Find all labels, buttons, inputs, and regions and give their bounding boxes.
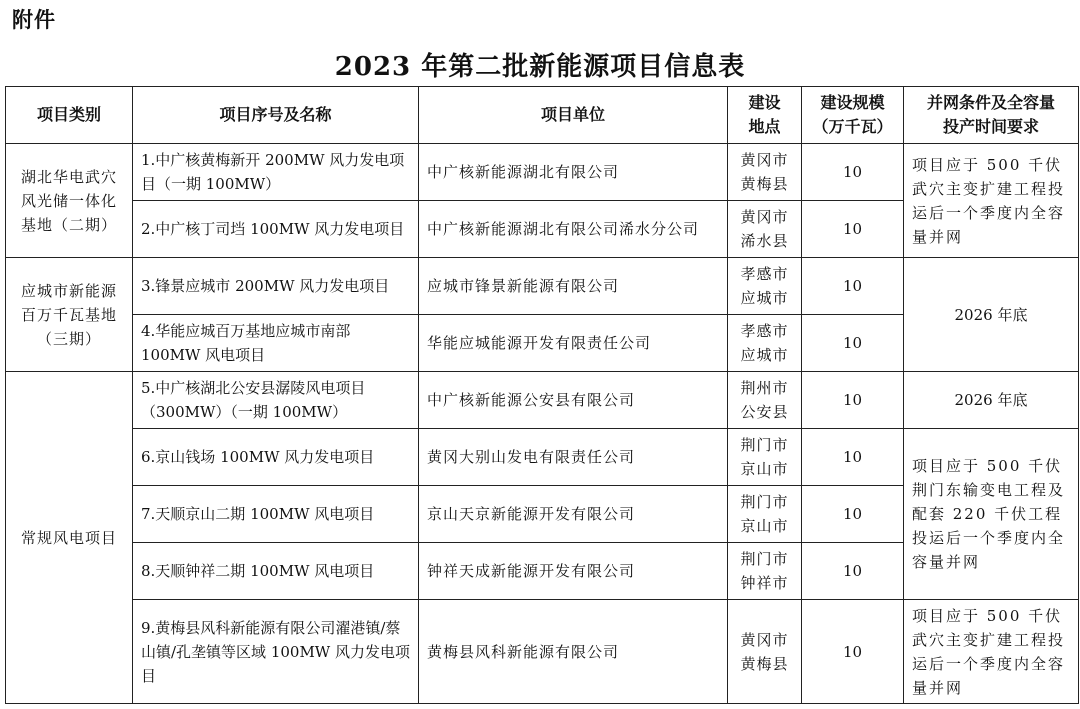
location-city: 荆门市 [740, 493, 789, 511]
project-unit-cell: 中广核新能源湖北有限公司 [419, 144, 728, 201]
project-unit-cell: 华能应城能源开发有限责任公司 [419, 315, 728, 372]
header-scale-line1: 建设规模 [820, 93, 885, 112]
project-name-cell: 1.中广核黄梅新开 200MW 风力发电项目（一期 100MW） [133, 144, 419, 201]
project-name-cell: 9.黄梅县风科新能源有限公司濯港镇/蔡山镇/孔垄镇等区域 100MW 风力发电项目 [133, 600, 419, 704]
scale-cell: 10 [802, 600, 904, 704]
location-cell [728, 201, 802, 258]
project-unit-cell: 中广核新能源湖北有限公司浠水分公司 [419, 201, 728, 258]
requirement-cell: 项目应于 500 千伏武穴主变扩建工程投运后一个季度内全容量并网 [904, 144, 1079, 258]
project-name-cell: 7.天顺京山二期 100MW 风电项目 [133, 486, 419, 543]
header-location-line2: 地点 [748, 117, 781, 136]
scale-cell: 10 [802, 543, 904, 600]
location-cell [728, 600, 802, 704]
attachment-label: 附件 [12, 8, 56, 32]
header-requirement-line1: 并网条件及全容量 [926, 93, 1055, 112]
requirement-cell: 项目应于 500 千伏荆门东输变电工程及配套 220 千伏工程投运后一个季度内全容量并网 [904, 429, 1079, 600]
scale-cell: 10 [802, 258, 904, 315]
page-title: 2023 年第二批新能源项目信息表 [334, 52, 746, 82]
project-unit-cell: 钟祥天成新能源开发有限公司 [419, 543, 728, 600]
project-unit-cell: 黄冈大别山发电有限责任公司 [419, 429, 728, 486]
project-info-table [5, 86, 1079, 704]
location-county: 京山市 [740, 517, 789, 535]
header-scale-line2: （万千瓦） [812, 117, 893, 136]
project-name-cell: 6.京山钱场 100MW 风力发电项目 [133, 429, 419, 486]
project-name-cell: 4.华能应城百万基地应城市南部 100MW 风电项目 [133, 315, 419, 372]
location-cell [728, 486, 802, 543]
location-cell [728, 372, 802, 429]
project-unit-cell: 应城市锋景新能源有限公司 [419, 258, 728, 315]
header-unit: 项目单位 [419, 87, 728, 144]
requirement-cell: 项目应于 500 千伏武穴主变扩建工程投运后一个季度内全容量并网 [904, 600, 1079, 704]
table-row [6, 429, 1079, 486]
requirement-cell: 2026 年底 [904, 258, 1079, 372]
project-unit-cell: 京山天京新能源开发有限公司 [419, 486, 728, 543]
location-city: 荆州市 [740, 379, 789, 397]
category-cell: 应城市新能源百万千瓦基地（三期） [6, 258, 133, 372]
table-row [6, 258, 1079, 315]
project-unit-cell: 中广核新能源公安县有限公司 [419, 372, 728, 429]
location-county: 公安县 [740, 403, 789, 421]
category-cell: 常规风电项目 [6, 372, 133, 704]
location-county: 应城市 [740, 289, 789, 307]
scale-cell: 10 [802, 315, 904, 372]
header-category: 项目类别 [6, 87, 133, 144]
header-location-line1: 建设 [748, 93, 781, 112]
location-cell [728, 315, 802, 372]
header-location [728, 87, 802, 144]
project-name-cell: 2.中广核丁司垱 100MW 风力发电项目 [133, 201, 419, 258]
project-name-cell: 8.天顺钟祥二期 100MW 风电项目 [133, 543, 419, 600]
location-city: 黄冈市 [740, 151, 789, 169]
scale-cell: 10 [802, 486, 904, 543]
location-city: 荆门市 [740, 550, 789, 568]
scale-cell: 10 [802, 429, 904, 486]
location-city: 荆门市 [740, 436, 789, 454]
project-name-cell: 5.中广核湖北公安县潺陵风电项目（300MW）（一期 100MW） [133, 372, 419, 429]
scale-cell: 10 [802, 201, 904, 258]
location-county: 京山市 [740, 460, 789, 478]
location-city: 孝感市 [740, 265, 789, 283]
category-cell: 湖北华电武穴风光储一体化基地（二期） [6, 144, 133, 258]
location-cell [728, 429, 802, 486]
location-county: 黄梅县 [740, 654, 789, 673]
table-row [6, 372, 1079, 429]
scale-cell: 10 [802, 372, 904, 429]
location-city: 孝感市 [740, 322, 789, 340]
location-county: 应城市 [740, 346, 789, 364]
location-county: 浠水县 [740, 232, 789, 250]
project-unit-cell: 黄梅县风科新能源有限公司 [419, 600, 728, 704]
table-header-row [6, 87, 1079, 144]
location-cell [728, 258, 802, 315]
requirement-cell: 2026 年底 [904, 372, 1079, 429]
location-county: 钟祥市 [740, 574, 789, 592]
header-name: 项目序号及名称 [133, 87, 419, 144]
header-scale [802, 87, 904, 144]
location-city: 黄冈市 [740, 208, 789, 226]
location-city: 黄冈市 [740, 630, 789, 649]
header-requirement-line2: 投产时间要求 [942, 117, 1039, 136]
header-requirement [904, 87, 1079, 144]
location-cell [728, 144, 802, 201]
location-cell [728, 543, 802, 600]
table-row [6, 144, 1079, 201]
table-row [6, 600, 1079, 704]
location-county: 黄梅县 [740, 175, 789, 193]
scale-cell: 10 [802, 144, 904, 201]
project-name-cell: 3.锋景应城市 200MW 风力发电项目 [133, 258, 419, 315]
